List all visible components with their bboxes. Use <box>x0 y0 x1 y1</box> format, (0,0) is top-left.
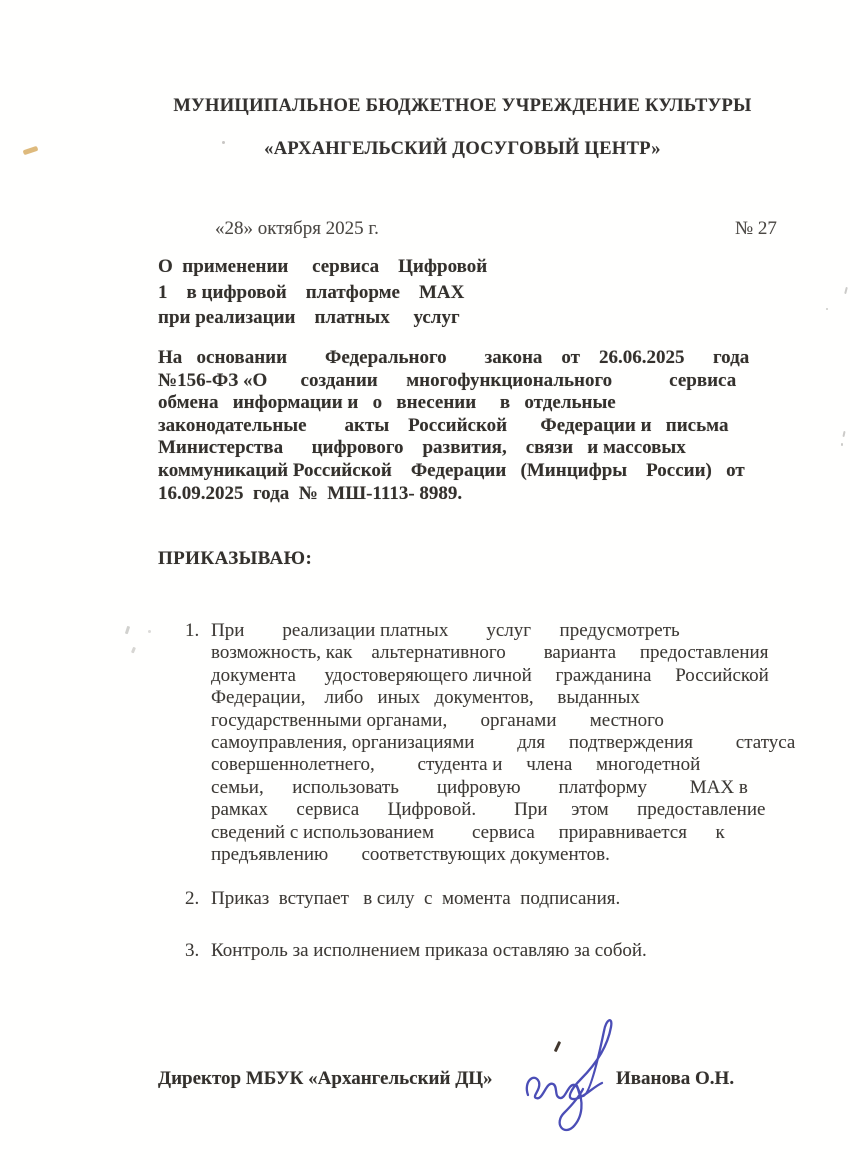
doc-number: № 27 <box>735 218 777 239</box>
list-item-line: Приказ вступает в силу с момента подписания. <box>211 888 621 909</box>
list-item-line: совершеннолетнего, студента и члена многодетной <box>211 754 701 776</box>
list-item-line: семьи, использовать цифровую платформу МАХ в <box>211 776 748 798</box>
list-item-line: Контроль за исполнением приказа оставляю за собой. <box>211 940 647 961</box>
list-item-2 <box>211 888 620 910</box>
scan-speck <box>842 431 845 437</box>
signature-stroke <box>527 1020 612 1130</box>
basis-line: №156-ФЗ «О создании многофункционального сервиса <box>158 369 737 391</box>
list-item-3 <box>211 940 647 962</box>
subject-line: О применении сервиса Цифровой <box>158 256 488 277</box>
scan-smudge <box>23 146 39 155</box>
list-item-line: документа удостоверяющего личной гражданина Российской <box>211 664 769 686</box>
list-item-2-number: 2. <box>185 888 200 909</box>
org-header <box>90 96 835 160</box>
subject-line: 1 в цифровой платформе МАХ <box>158 281 465 303</box>
list-item-line: рамках сервиса Цифровой. При этом предоставление <box>211 799 766 821</box>
scan-speck <box>826 308 828 310</box>
list-item-line: предъявлению соответствующих документов. <box>211 844 610 866</box>
list-item-line: государственными органами, органами местного <box>211 709 664 731</box>
list-item-1-number: 1. <box>185 620 200 641</box>
subject-line: при реализации платных услуг <box>158 307 460 328</box>
scan-speck <box>125 626 130 634</box>
list-item-line: возможность, как альтернативного варианта предоставления <box>211 642 769 664</box>
list-item-line: Федерации, либо иных документов, выданных <box>211 687 640 709</box>
org-name-line2: «АРХАНГЕЛЬСКИЙ ДОСУГОВЫЙ ЦЕНТР» <box>264 139 661 159</box>
basis-line: Министерства цифрового развития, связи и массовых <box>158 437 686 459</box>
basis-line: законодательные акты Российской Федерации и письма <box>158 414 729 436</box>
scan-speck <box>148 630 151 633</box>
scan-speck <box>222 141 225 144</box>
director-position-label: Директор МБУК «Архангельский ДЦ» <box>158 1068 493 1089</box>
handwritten-signature <box>505 1003 630 1133</box>
basis-line: На основании Федерального закона от 26.06.2025 года <box>158 347 750 368</box>
basis-line: 16.09.2025 года № МШ-1113- 8989. <box>158 482 463 504</box>
doc-date: «28» октября 2025 г. <box>215 218 379 239</box>
order-keyword: ПРИКАЗЫВАЮ: <box>158 548 313 569</box>
director-name: Иванова О.Н. <box>616 1068 735 1089</box>
list-item-line: самоуправления, организациями для подтверждения статуса <box>211 732 796 754</box>
scan-speck <box>844 287 848 294</box>
scan-speck <box>131 647 136 653</box>
scan-speck <box>841 443 843 446</box>
subject-block <box>158 254 487 331</box>
list-item-1 <box>211 620 795 866</box>
org-name-line1: МУНИЦИПАЛЬНОЕ БЮДЖЕТНОЕ УЧРЕЖДЕНИЕ КУЛЬТУРЫ <box>173 96 752 116</box>
list-item-3-number: 3. <box>185 940 200 961</box>
list-item-line: сведений с использованием сервиса приравнивается к <box>211 821 725 843</box>
basis-line: коммуникаций Российской Федерации (Минцифры России) от <box>158 459 745 481</box>
list-item-line: При реализации платных услуг предусмотреть <box>211 620 680 641</box>
basis-paragraph <box>158 347 749 505</box>
basis-line: обмена информации и о внесении в отдельные <box>158 392 616 414</box>
